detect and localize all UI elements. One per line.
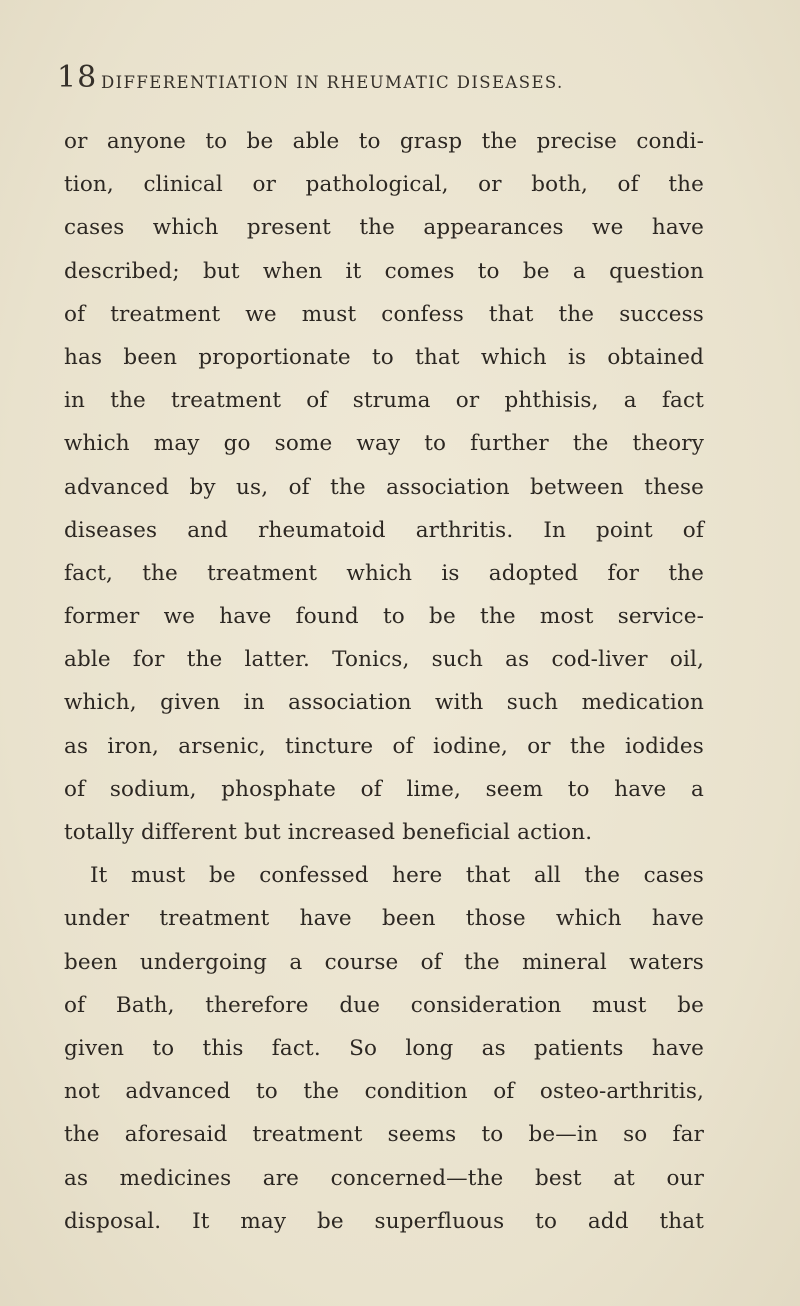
text-line: fact, the treatment which is adopted for the — [64, 560, 704, 586]
page-number: 18 — [57, 60, 98, 95]
text-line: as medicines are concerned—the best at our — [64, 1165, 704, 1191]
text-line: or anyone to be able to grasp the precise condi- — [64, 129, 704, 154]
text-line: able for the latter. Tonics, such as cod-liver oil, — [64, 647, 704, 673]
text-line: been undergoing a course of the mineral waters — [64, 949, 704, 975]
text-line: totally different but increased beneficial action. — [64, 820, 593, 845]
text-line: tion, clinical or pathological, or both, of the — [64, 172, 704, 198]
text-line: diseases and rheumatoid arthritis. In point of — [64, 517, 704, 543]
body-text — [64, 120, 704, 1243]
text-line: described; but when it comes to be a question — [64, 258, 704, 284]
text-line: in the treatment of struma or phthisis, a fact — [64, 388, 704, 414]
text-line: as iron, arsenic, tincture of iodine, or the iodides — [64, 733, 704, 759]
text-line: which may go some way to further the theory — [64, 431, 704, 457]
text-line: disposal. It may be superfluous to add that — [64, 1208, 704, 1234]
paragraph-start-line: It must be confessed here that all the cases — [90, 863, 704, 889]
text-line: of sodium, phosphate of lime, seem to have a — [64, 776, 704, 802]
text-line: former we have found to be the most service- — [64, 604, 704, 630]
running-head-title: DIFFERENTIATION IN RHEUMATIC DISEASES. — [101, 73, 564, 92]
text-line: of Bath, therefore due consideration must be — [64, 992, 704, 1018]
text-line: not advanced to the condition of osteo-arthritis, — [64, 1079, 704, 1105]
text-line: has been proportionate to that which is obtained — [64, 344, 704, 370]
text-line: of treatment we must confess that the success — [64, 301, 704, 327]
text-line: under treatment have been those which have — [64, 906, 704, 932]
text-line: cases which present the appearances we have — [64, 215, 704, 241]
text-line: the aforesaid treatment seems to be—in so far — [64, 1122, 704, 1148]
text-line: advanced by us, of the association between these — [64, 474, 704, 500]
text-line: which, given in association with such medication — [64, 690, 704, 716]
text-line: given to this fact. So long as patients have — [64, 1035, 704, 1061]
running-head — [57, 58, 757, 98]
